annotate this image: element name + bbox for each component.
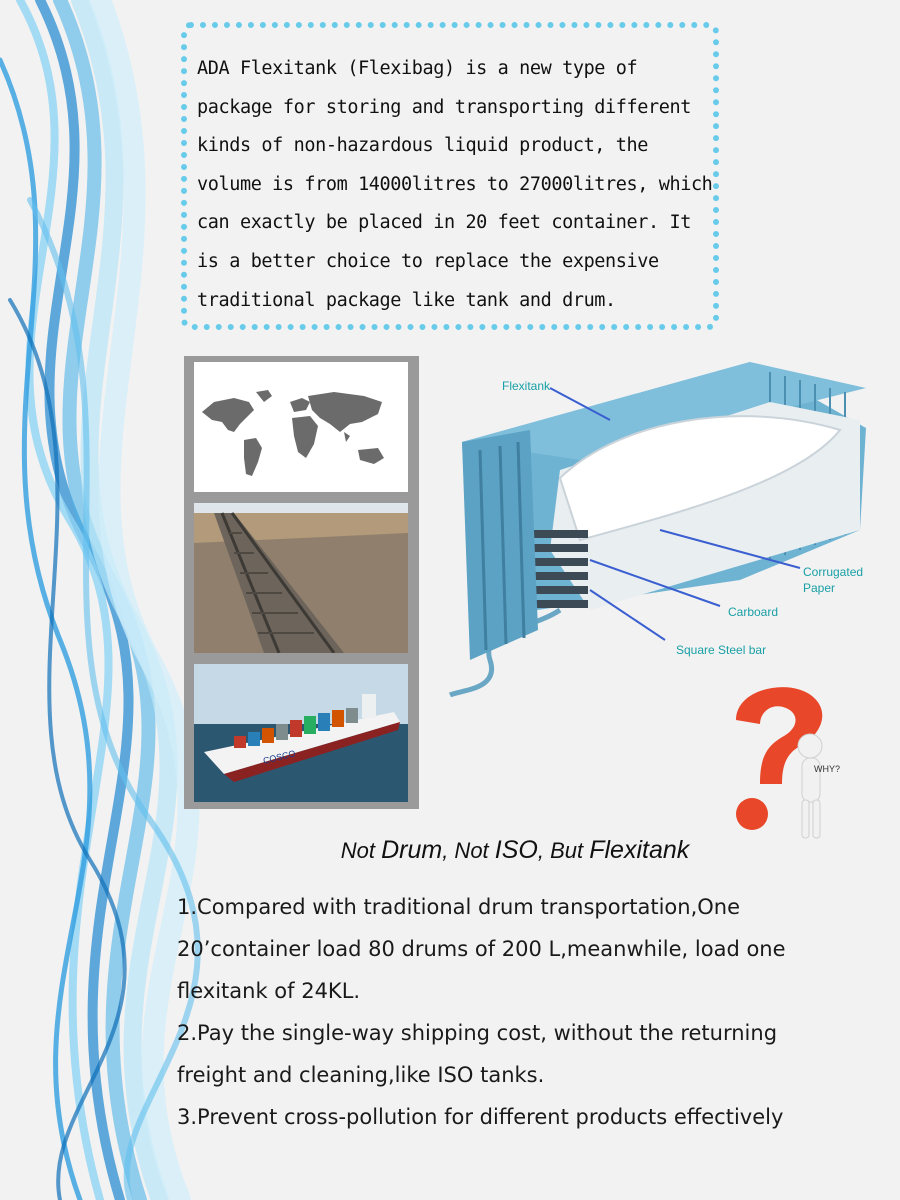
tagline-part: , But — [537, 838, 590, 863]
label-corrugated-1: Corrugated — [803, 565, 864, 579]
intro-text-box — [181, 22, 719, 330]
label-flexitank: Flexitank — [502, 379, 551, 393]
world-map-image — [194, 362, 408, 492]
benefit-points — [177, 886, 877, 1138]
why-question-figure — [720, 680, 860, 850]
point-line: 2.Pay the single-way shipping cost, without the returning — [177, 1021, 778, 1045]
point-line: freight and cleaning,like ISO tanks. — [177, 1063, 545, 1087]
intro-line: traditional package like tank and drum. — [197, 289, 616, 311]
point-line: 20’container load 80 drums of 200 L,meanwhile, load one — [177, 937, 786, 961]
tagline-iso: ISO — [494, 836, 538, 864]
intro-line: ADA Flexitank (Flexibag) is a new type of — [197, 58, 638, 79]
point-line: flexitank of 24KL. — [177, 979, 361, 1003]
tagline — [0, 836, 900, 865]
label-square-steel-bar: Square Steel bar — [676, 643, 767, 657]
cargo-ship-image — [194, 664, 408, 802]
intro-line: package for storing and transporting different — [197, 96, 691, 118]
railway-image — [194, 503, 408, 653]
ship-brand-text: COSCO — [262, 748, 297, 766]
intro-line: is a better choice to replace the expensive — [197, 250, 659, 272]
tagline-part: Not — [340, 838, 382, 863]
tagline-part: , Not — [442, 838, 495, 863]
point-line: 1.Compared with traditional drum transportation,One — [177, 895, 741, 919]
intro-line: kinds of non-hazardous liquid product, the — [197, 135, 648, 157]
why-text: WHY? — [814, 764, 841, 774]
label-corrugated-2: Paper — [803, 581, 836, 595]
intro-line: volume is from 14000litres to 27000litres, which — [197, 173, 713, 195]
intro-line: can exactly be placed in 20 feet container. It — [197, 212, 691, 234]
tagline-drum: Drum — [381, 836, 443, 864]
flexitank-container-diagram — [440, 360, 900, 710]
label-carboard: Carboard — [728, 605, 779, 619]
tagline-flexitank: Flexitank — [589, 836, 690, 864]
point-line: 3.Prevent cross-pollution for different products effectively — [177, 1105, 784, 1129]
